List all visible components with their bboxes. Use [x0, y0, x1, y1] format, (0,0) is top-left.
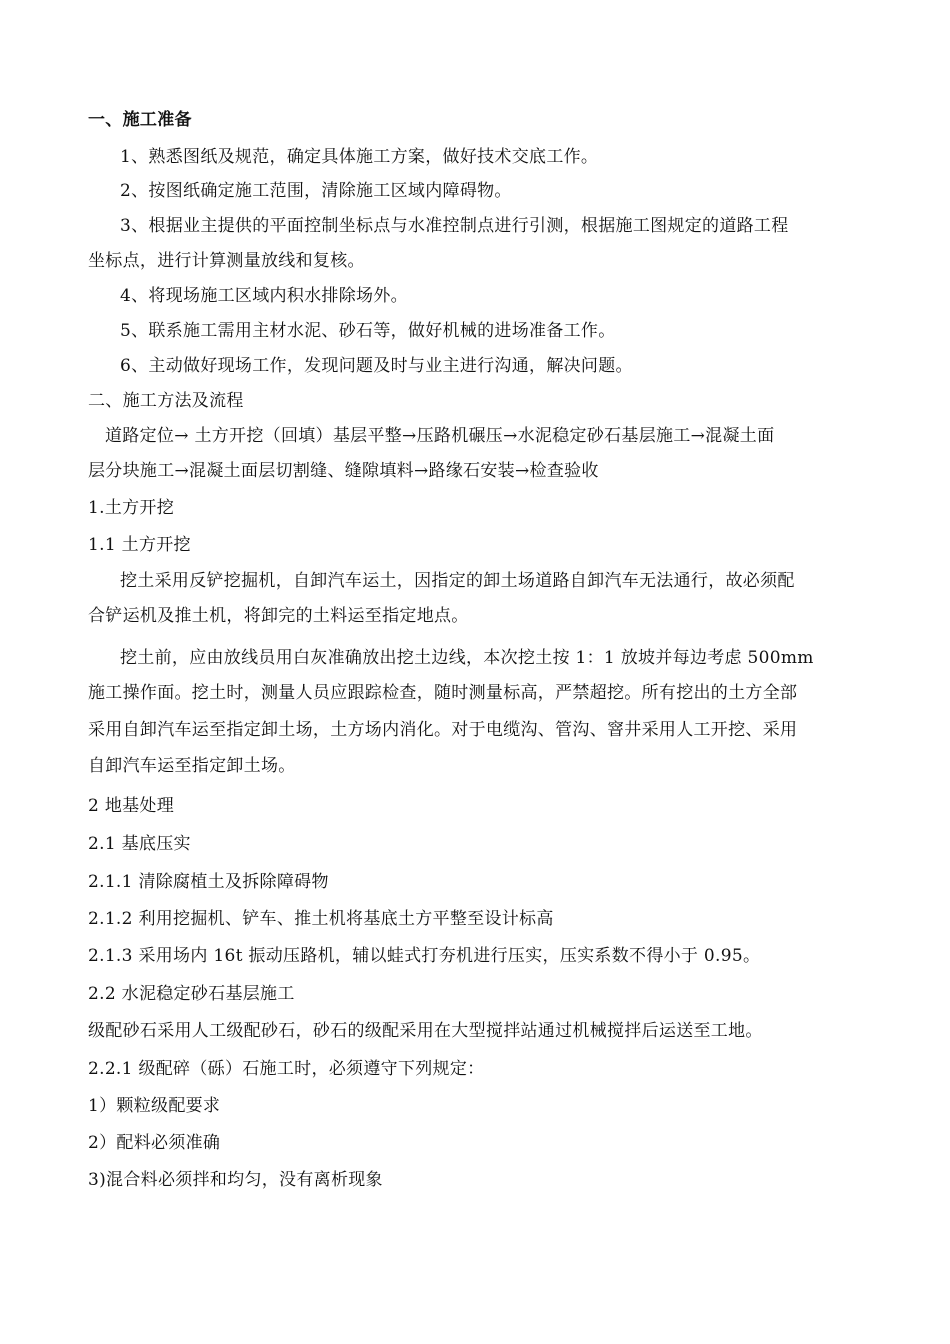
list-item: 2.1.1 清除腐植土及拆除障碍物 [88, 872, 329, 892]
subsection-heading: 1.1 土方开挖 [88, 535, 191, 555]
paragraph-line: 施工操作面。挖土时，测量人员应跟踪检查，随时测量标高，严禁超挖。所有挖出的土方全部 [88, 683, 798, 703]
paragraph-line: 3、根据业主提供的平面控制坐标点与水准控制点进行引测，根据施工图规定的道路工程 [120, 216, 789, 236]
paragraph-line: 坐标点，进行计算测量放线和复核。 [88, 251, 365, 271]
paragraph-line: 采用自卸汽车运至指定卸土场，土方场内消化。对于电缆沟、管沟、窨井采用人工开挖、采用 [88, 720, 798, 740]
paragraph-line: 合铲运机及推土机，将卸完的土料运至指定地点。 [88, 606, 469, 626]
paragraph-line: 1、熟悉图纸及规范，确定具体施工方案，做好技术交底工作。 [120, 147, 599, 167]
paragraph-line: 4、将现场施工区域内积水排除场外。 [120, 286, 408, 306]
section-heading-method: 二、施工方法及流程 [88, 391, 244, 411]
list-item: 3)混合料必须拌和均匀，没有离析现象 [88, 1170, 383, 1190]
list-item: 1）颗粒级配要求 [88, 1096, 221, 1116]
paragraph-line: 挖土前，应由放线员用白灰准确放出挖土边线，本次挖土按 1：1 放坡并每边考虑 500mm [120, 648, 814, 668]
subsection-heading: 2 地基处理 [88, 796, 175, 816]
section-heading-preparation: 一、施工准备 [88, 110, 192, 130]
paragraph-line: 2、按图纸确定施工范围，清除施工区域内障碍物。 [120, 181, 512, 201]
list-item: 2.1.2 利用挖掘机、铲车、推土机将基底土方平整至设计标高 [88, 909, 554, 929]
list-item: 2.1.3 采用场内 16t 振动压路机，辅以蛙式打夯机进行压实，压实系数不得小于 0.95。 [88, 946, 761, 966]
paragraph-line: 5、联系施工需用主材水泥、砂石等，做好机械的进场准备工作。 [120, 321, 616, 341]
paragraph-line: 6、主动做好现场工作，发现问题及时与业主进行沟通，解决问题。 [120, 356, 633, 376]
flow-line: 层分块施工→混凝土面层切割缝、缝隙填料→路缘石安装→检查验收 [88, 461, 599, 481]
subsection-heading: 2.1 基底压实 [88, 834, 191, 854]
list-item: 2）配料必须准确 [88, 1133, 221, 1153]
subsection-heading: 2.2 水泥稳定砂石基层施工 [88, 984, 295, 1004]
paragraph-line: 自卸汽车运至指定卸土场。 [88, 756, 296, 776]
subsection-heading: 1.土方开挖 [88, 498, 175, 518]
paragraph-line: 挖土采用反铲挖掘机，自卸汽车运土，因指定的卸土场道路自卸汽车无法通行，故必须配 [120, 571, 795, 591]
flow-line: 道路定位→ 土方开挖（回填）基层平整→压路机碾压→水泥稳定砂石基层施工→混凝土面 [105, 426, 775, 446]
paragraph-line: 级配砂石采用人工级配砂石，砂石的级配采用在大型搅拌站通过机械搅拌后运送至工地。 [88, 1021, 763, 1041]
subsection-heading: 2.2.1 级配碎（砾）石施工时，必须遵守下列规定： [88, 1059, 485, 1079]
